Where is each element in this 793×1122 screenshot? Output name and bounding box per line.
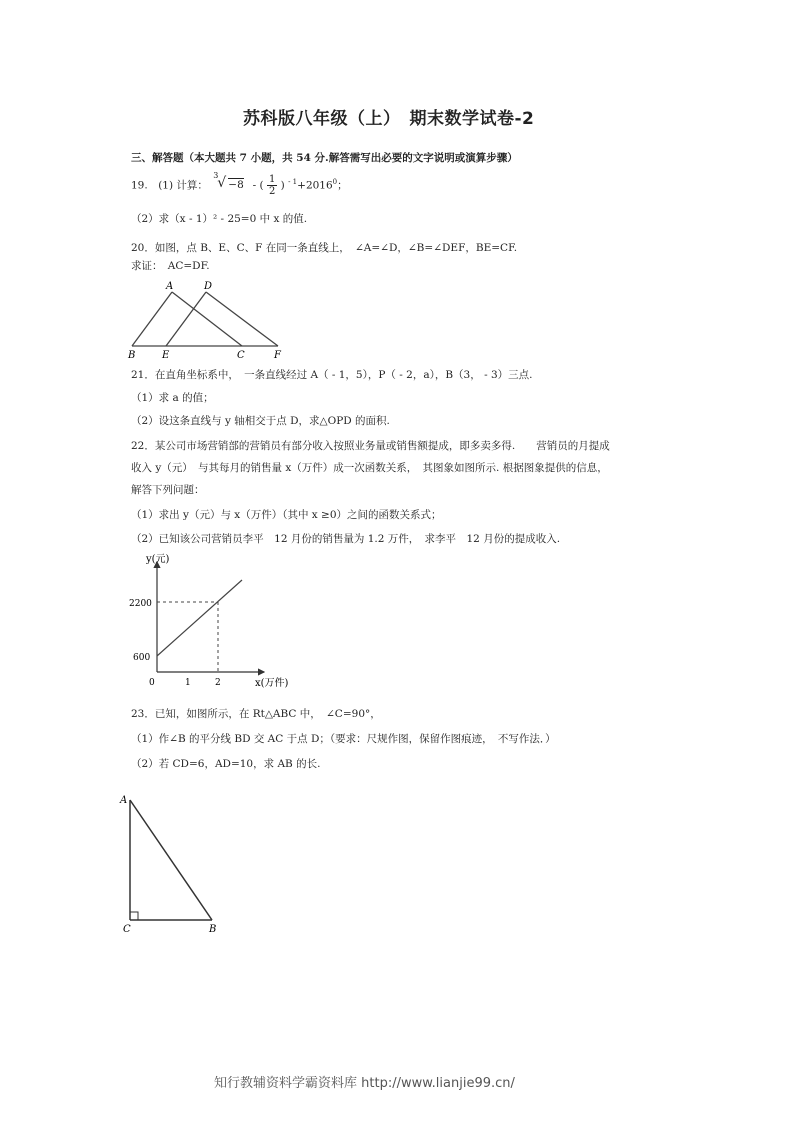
q19-radical-icon: √ (217, 174, 227, 191)
q22-function-line (157, 580, 242, 656)
q21-line-1: 21．在直角坐标系中， 一条直线经过 A（ - 1，5），P（ - 2，a），B（3， - 3）三点. (131, 369, 533, 381)
q20-label-f: F (274, 350, 281, 361)
q23-label-a: A (120, 795, 128, 806)
q19-line-2: （2）求（x - 1）² - 25=0 中 x 的值. (131, 213, 308, 225)
footer-watermark-text: 知行教辅资料学霸资料库 http://www.lianjie99.cn/ (214, 1076, 515, 1091)
q21-line-3: （2）设这条直线与 y 轴相交于点 D，求△OPD 的面积. (131, 415, 390, 427)
q20-side-ed (166, 292, 206, 346)
q19-exp: - 1 (288, 178, 298, 186)
q19-line-1 (131, 170, 348, 204)
q20-side-ba (132, 292, 172, 346)
section-heading: 三、解答题（本大题共 7 小题，共 54 分.解答需写出必要的文字说明或演算步骤） (131, 152, 518, 164)
q22-line-3: 解答下列问题： (131, 484, 205, 496)
q20-label-a: A (166, 281, 174, 292)
q22-line-4: （1）求出 y（元）与 x（万件）（其中 x ≥0）之间的函数关系式； (131, 509, 442, 521)
q19-tail: +2016 (297, 179, 333, 192)
q22-x-tick-2: 2 (215, 678, 221, 688)
q19-frac-num: 1 (268, 174, 276, 185)
q22-function-graph (120, 550, 300, 700)
q20-line-1: 20．如图，点 B、E、C、F 在同一条直线上， ∠A=∠D，∠B=∠DEF，BE=CF. (131, 242, 518, 254)
q22-y-axis-label: y(元) (146, 554, 170, 565)
q22-x-tick-1: 1 (185, 678, 191, 688)
page-title: 苏科版八年级（上） 期末数学试卷-2 (243, 109, 535, 129)
q21-line-2: （1）求 a 的值； (131, 392, 214, 404)
q20-label-b: B (128, 350, 136, 361)
q19-root-body: −8 (228, 178, 244, 191)
q19-tail-end: ； (337, 179, 348, 192)
q20-label-d: D (204, 281, 213, 292)
q20-label-c: C (237, 350, 245, 361)
q20-triangles-figure (120, 278, 300, 362)
q20-side-df (206, 292, 278, 346)
q23-line-1: 23．已知，如图所示，在 Rt△ABC 中， ∠C=90°， (131, 708, 381, 720)
q20-label-e: E (162, 350, 170, 361)
q23-label-c: C (123, 924, 131, 935)
q20-line-2: 求证： AC=DF. (131, 260, 210, 272)
q19-minus: - ( (252, 179, 264, 192)
q23-right-angle-mark (130, 912, 138, 920)
q19-tail-exp: 0 (332, 178, 338, 186)
q22-line-1: 22．某公司市场营销部的营销员有部分收入按照业务量或销售额提成，即多卖多得. 营销员的月提成 (131, 440, 610, 452)
q19-close: ) (280, 179, 289, 192)
q23-right-triangle-figure (115, 790, 230, 940)
q22-y-tick-600: 600 (133, 653, 151, 663)
q23-side-ab (130, 800, 212, 920)
q22-y-tick-2200: 2200 (129, 599, 152, 609)
q19-root-index: 3 (213, 170, 219, 180)
q22-x-tick-0: 0 (149, 678, 155, 688)
q22-x-axis-label: x(万件) (255, 678, 289, 689)
q19-frac-den: 2 (268, 186, 276, 197)
q22-line-5: （2）已知该公司营销员李平 12 月份的销售量为 1.2 万件， 求李平 12 月份的提成收入. (131, 533, 561, 545)
q20-side-ac (172, 292, 242, 346)
q23-line-3: （2）若 CD=6，AD=10，求 AB 的长. (131, 758, 321, 770)
q23-label-b: B (209, 924, 217, 935)
q19-prefix: 19. (1) 计算： (131, 179, 208, 192)
q22-line-2: 收入 y（元） 与其每月的销售量 x（万件）成一次函数关系， 其图象如图所示. 根据图象提供的信息， (131, 462, 608, 474)
q23-line-2: （1）作∠B 的平分线 BD 交 AC 于点 D；（要求：尺规作图，保留作图痕迹， 不写作法．） (131, 733, 556, 745)
